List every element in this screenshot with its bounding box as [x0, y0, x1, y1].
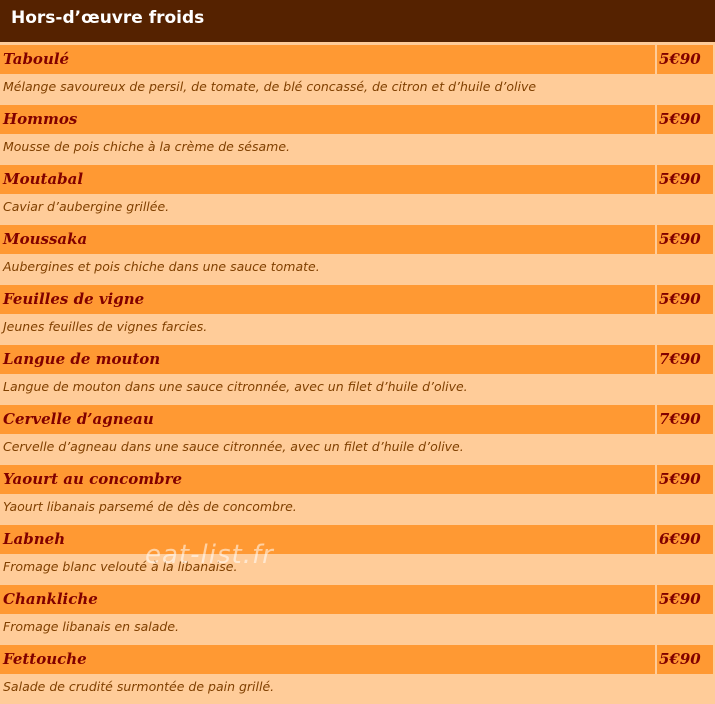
menu-item-price: 5€90 — [657, 585, 713, 614]
menu-item-description: Langue de mouton dans une sauce citronnée, avec un filet d’huile d’olive. — [3, 379, 468, 394]
menu-item-description: Cervelle d’agneau dans une sauce citronnée, avec un filet d’huile d’olive. — [3, 439, 464, 454]
menu-item-description: Fromage libanais en salade. — [3, 619, 179, 634]
menu-item-price: 5€90 — [657, 225, 713, 254]
watermark: eat-list.fr — [145, 540, 274, 570]
menu-item-row — [0, 585, 715, 614]
menu-item-price: 7€90 — [657, 405, 713, 434]
menu-item-price: 5€90 — [657, 165, 713, 194]
menu-item-price: 5€90 — [657, 45, 713, 74]
menu-item-price: 5€90 — [657, 465, 713, 494]
menu-item-name: Yaourt au concombre — [0, 465, 655, 494]
menu-item-description: Aubergines et pois chiche dans une sauce tomate. — [3, 259, 320, 274]
menu-item-name: Taboulé — [0, 45, 655, 74]
menu-item-row — [0, 105, 715, 134]
menu-item-row — [0, 645, 715, 674]
menu-item-name: Chankliche — [0, 585, 655, 614]
menu-item-description: Caviar d’aubergine grillée. — [3, 199, 170, 214]
section-title: Hors-d’œuvre froids — [11, 8, 205, 28]
menu-item-price: 6€90 — [657, 525, 713, 554]
menu-item-description: Salade de crudité surmontée de pain grillé. — [3, 679, 275, 694]
menu-item-row — [0, 165, 715, 194]
menu-item-description: Mousse de pois chiche à la crème de sésame. — [3, 139, 291, 154]
menu-item — [0, 642, 715, 702]
menu-item-name: Feuilles de vigne — [0, 285, 655, 314]
menu-item-name: Langue de mouton — [0, 345, 655, 374]
menu-item-row — [0, 405, 715, 434]
menu-item-name: Cervelle d’agneau — [0, 405, 655, 434]
menu-item-name: Labneh — [0, 525, 655, 554]
menu-item-row — [0, 345, 715, 374]
menu-list — [0, 42, 715, 702]
menu-item — [0, 42, 715, 102]
menu-item-name: Hommos — [0, 105, 655, 134]
menu-item-price: 5€90 — [657, 105, 713, 134]
menu-item — [0, 522, 715, 582]
menu-item-price: 5€90 — [657, 645, 713, 674]
menu-item-description: Jeunes feuilles de vignes farcies. — [3, 319, 208, 334]
menu-item-description: Fromage blanc velouté à la libanaise. — [3, 559, 238, 574]
menu-item-price: 7€90 — [657, 345, 713, 374]
menu-item-row — [0, 465, 715, 494]
menu-item-name: Moussaka — [0, 225, 655, 254]
menu-item — [0, 402, 715, 462]
menu-item-name: Moutabal — [0, 165, 655, 194]
menu-item — [0, 102, 715, 162]
menu-item — [0, 282, 715, 342]
menu-item-description: Mélange savoureux de persil, de tomate, de blé concassé, de citron et d’huile d’olive — [3, 79, 537, 94]
menu-item — [0, 342, 715, 402]
menu-item-name: Fettouche — [0, 645, 655, 674]
menu-item — [0, 462, 715, 522]
section-header — [0, 0, 715, 42]
menu-item — [0, 222, 715, 282]
menu-item-price: 5€90 — [657, 285, 713, 314]
menu-item-description: Yaourt libanais parsemé de dès de concombre. — [3, 499, 297, 514]
menu-item-row — [0, 525, 715, 554]
menu-item-row — [0, 285, 715, 314]
menu-item-row — [0, 225, 715, 254]
menu-item — [0, 162, 715, 222]
menu-item-row — [0, 45, 715, 74]
menu-item — [0, 582, 715, 642]
